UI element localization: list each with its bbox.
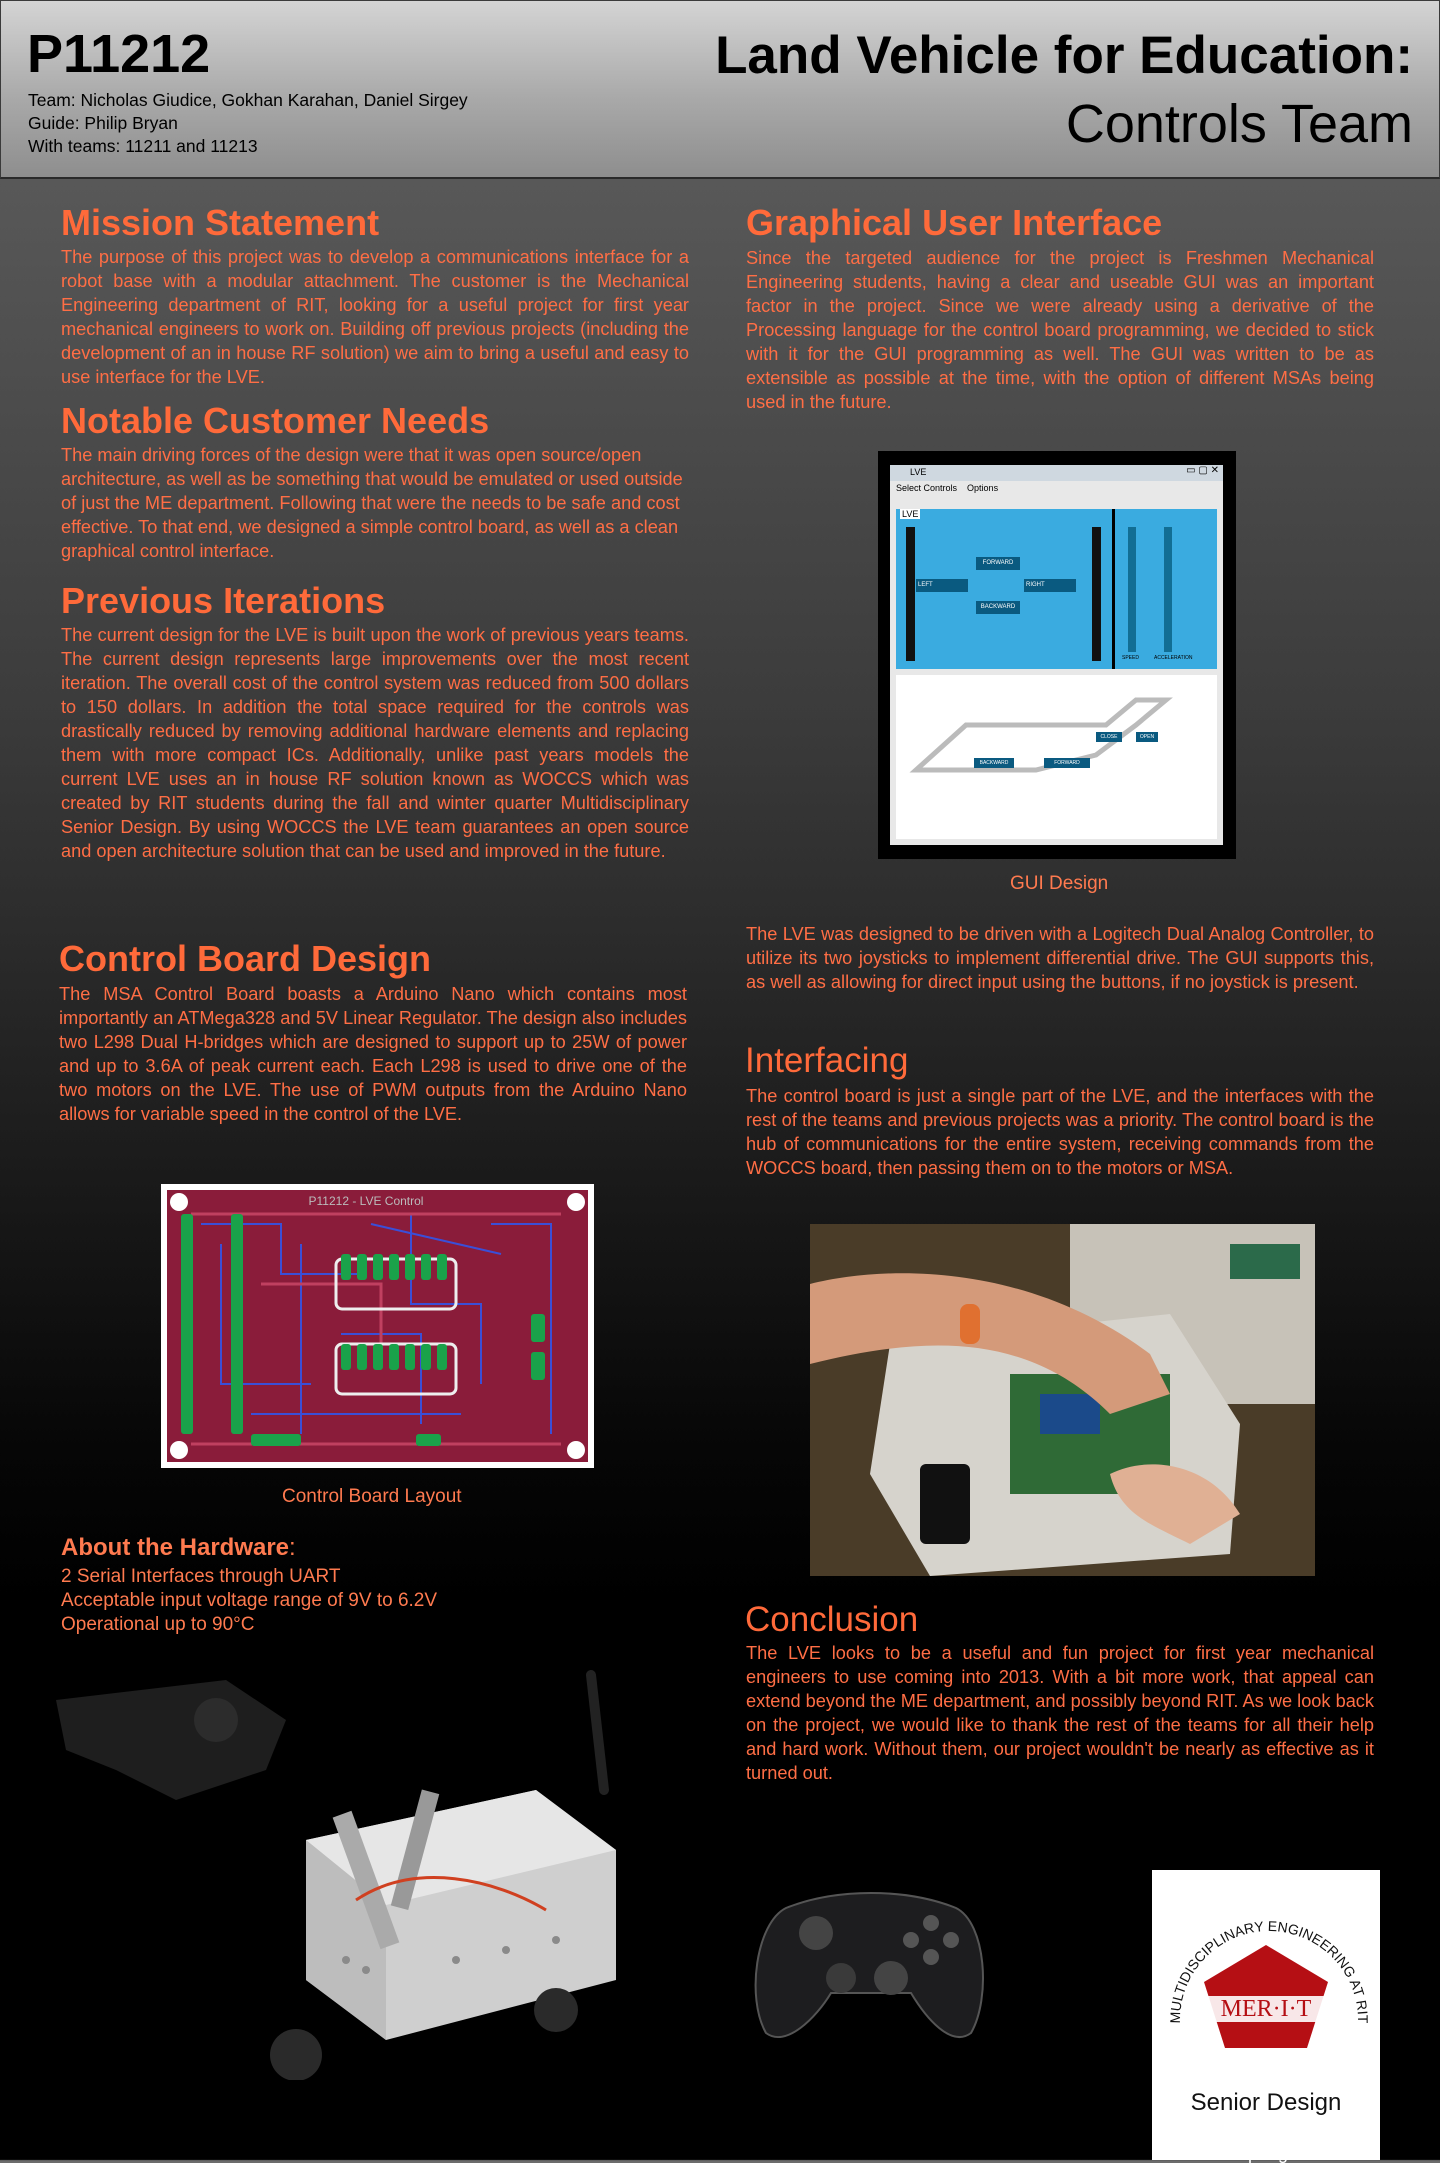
speed-label: SPEED xyxy=(1122,655,1139,661)
gui-panel-label: LVE xyxy=(902,509,919,519)
conclusion-heading: Conclusion xyxy=(745,1600,919,1639)
menu-select-controls[interactable]: Select Controls xyxy=(896,483,958,493)
hardware-item: Acceptable input voltage range of 9V to 6.2V xyxy=(61,1590,438,1611)
gui-right-bar xyxy=(1092,527,1101,661)
poster-header xyxy=(0,0,1440,179)
gui-body: Since the targeted audience for the project is Freshmen Mechanical Engineering students, having a clear and useable GUI was an important factor in the project. Since we were already using a derivative of the Processing language for the control board programming, we decided to stick with it for the GUI programming as well. The GUI was written to be as extensible as possible at the time, with the option of different MSAs being used in the future. xyxy=(746,248,1374,412)
senior-design-label: Senior Design xyxy=(1190,2089,1342,2116)
logo-footer: Winter-Spring 2010-2011 xyxy=(1178,2143,1378,2163)
gui-control-panel xyxy=(896,509,1217,669)
control-board-caption: Control Board Layout xyxy=(282,1486,462,1507)
gui-screenshot-figure xyxy=(878,451,1236,859)
arm-forward-button[interactable]: FORWARD xyxy=(1044,758,1090,768)
team-info xyxy=(28,89,468,158)
conclusion-body: The LVE looks to be a useful and fun project for first year mechanical engineers to use coming into 2013. With a bit more work, that appeal can extend beyond the ME department, and possibly beyond RIT. As we look back on the project, we would like to thank the rest of the teams for all their help and hard work. Without them, our project wouldn't be nearly as effective as it turned out. xyxy=(746,1643,1374,1783)
with-teams-line: With teams: 11211 and 11213 xyxy=(28,136,258,156)
gui-body2: The LVE was designed to be driven with a Logitech Dual Analog Controller, to utilize its two joysticks to implement differential drive. The GUI supports this, as well as allowing for direct input using the buttons, if no joystick is present. xyxy=(746,924,1374,992)
menu-options[interactable]: Options xyxy=(967,483,999,493)
arm-open-button[interactable]: OPEN xyxy=(1136,732,1158,742)
gui-arm-diagram xyxy=(896,675,1217,839)
left-button[interactable]: LEFT xyxy=(916,579,968,592)
previous-body: The current design for the LVE is built upon the work of previous years teams. The current design represents large improvements over the most recent iteration. The overall cost of the control system was reduced from 500 dollars to 150 dollars. In addition the total space required for the controls was drastically reduced by removing additional hardware elements and replacing them with more compact ICs. Additionally, unlike past years models the current LVE uses an in house RF solution known as WOCCS which was created by RIT students during the fall and winter quarter Multidisciplinary Senior Design. By using WOCCS the LVE team guarantees an open source and open architecture solution that can be used and improved in the future. xyxy=(61,625,689,861)
robot-photo xyxy=(56,1660,676,2080)
project-number: P11212 xyxy=(27,24,211,84)
hardware-item: 2 Serial Interfaces through UART xyxy=(61,1566,341,1587)
forward-button[interactable]: FORWARD xyxy=(976,557,1020,570)
hardware-heading-colon: : xyxy=(289,1534,296,1561)
mission-body: The purpose of this project was to develop a communications interface for a robot base with a modular attachment. The customer is the Mechanical Engineering department of RIT, looking for a useful project for first year mechanical engineers to work on. Building off previous projects (including the development of an in house RF solution) we aim to bring a useful and easy to use interface for the LVE. xyxy=(61,247,689,387)
pcb-title-text: P11212 - LVE Control xyxy=(308,1194,424,1208)
gui-heading: Graphical User Interface xyxy=(746,202,1163,243)
merit-center-text: MER·I·T xyxy=(1220,1996,1312,2022)
gamepad-icon xyxy=(746,1878,991,2048)
speed-bar[interactable] xyxy=(1128,527,1136,652)
gui-window xyxy=(890,465,1223,845)
gui-divider xyxy=(1112,509,1115,669)
mission-heading: Mission Statement xyxy=(61,202,380,243)
hardware-heading: About the Hardware xyxy=(61,1534,290,1561)
right-button[interactable]: RIGHT xyxy=(1024,579,1076,592)
pcb-layout-image xyxy=(161,1184,594,1468)
needs-body: The main driving forces of the design were that it was open source/open architecture, as well as be something that would be emulated or used outside of just the ME department. Following that were the needs to be safe and cost effective. To that end, we designed a simple control board, as well as a clean graphical control interface. xyxy=(61,445,683,561)
interfacing-body: The control board is just a single part of the LVE, and the interfaces with the rest of the teams and previous projects was a priority. The control board is the hub of communications for the entire system, receiving commands from the WOCCS board, then passing them on to the motors or MSA. xyxy=(746,1086,1374,1178)
interfacing-photo xyxy=(810,1224,1315,1576)
gui-menu-bar xyxy=(896,483,998,493)
poster-subtitle: Controls Team xyxy=(1065,94,1413,154)
hardware-heading-row xyxy=(61,1534,296,1562)
backward-button[interactable]: BACKWARD xyxy=(976,601,1020,614)
hardware-item: Operational up to 90°C xyxy=(61,1614,255,1635)
gui-window-titlebar xyxy=(890,465,1223,481)
gui-left-bar xyxy=(906,527,915,661)
gui-window-controls: ▭ ▢ ✕ xyxy=(1186,465,1219,476)
control-board-heading: Control Board Design xyxy=(59,938,432,979)
guide-line: Guide: Philip Bryan xyxy=(28,113,178,133)
acceleration-bar[interactable] xyxy=(1164,527,1172,652)
gui-window-title: LVE xyxy=(910,467,927,477)
acceleration-label: ACCELERATION xyxy=(1154,655,1193,661)
interfacing-heading: Interfacing xyxy=(745,1041,909,1080)
control-board-layout-figure xyxy=(161,1184,594,1468)
poster-title: Land Vehicle for Education: xyxy=(715,26,1413,85)
needs-heading: Notable Customer Needs xyxy=(61,400,490,441)
previous-heading: Previous Iterations xyxy=(61,580,386,621)
robot-illustration xyxy=(56,1660,676,2080)
merit-logo-graphic xyxy=(1152,1870,1380,2110)
arm-backward-button[interactable]: BACKWARD xyxy=(974,758,1014,768)
team-line: Team: Nicholas Giudice, Gokhan Karahan, Daniel Sirgey xyxy=(28,90,468,110)
control-board-body: The MSA Control Board boasts a Arduino Nano which contains most importantly an ATMega328 and 5V Linear Regulator. The design also includes two L298 Dual H-bridges which are designed to support up to 25W of power and up to 3.6A of peak current each. Each L298 is used to drive one of the two motors on the LVE. The use of PWM outputs from the Arduino Nano allows for variable speed in the control of the LVE. xyxy=(59,984,687,1124)
gui-arm-panel xyxy=(896,675,1217,839)
merit-logo xyxy=(1152,1870,1380,2160)
gui-caption: GUI Design xyxy=(1010,873,1109,894)
arm-close-button[interactable]: CLOSE xyxy=(1096,732,1122,742)
hardware-list xyxy=(61,1565,437,1637)
merit-arc-text: MULTIDISCIPLINARY ENGINEERING AT RIT xyxy=(1166,1917,1372,2024)
gamepad-photo xyxy=(746,1878,991,2048)
interfacing-photo-image xyxy=(810,1224,1315,1576)
